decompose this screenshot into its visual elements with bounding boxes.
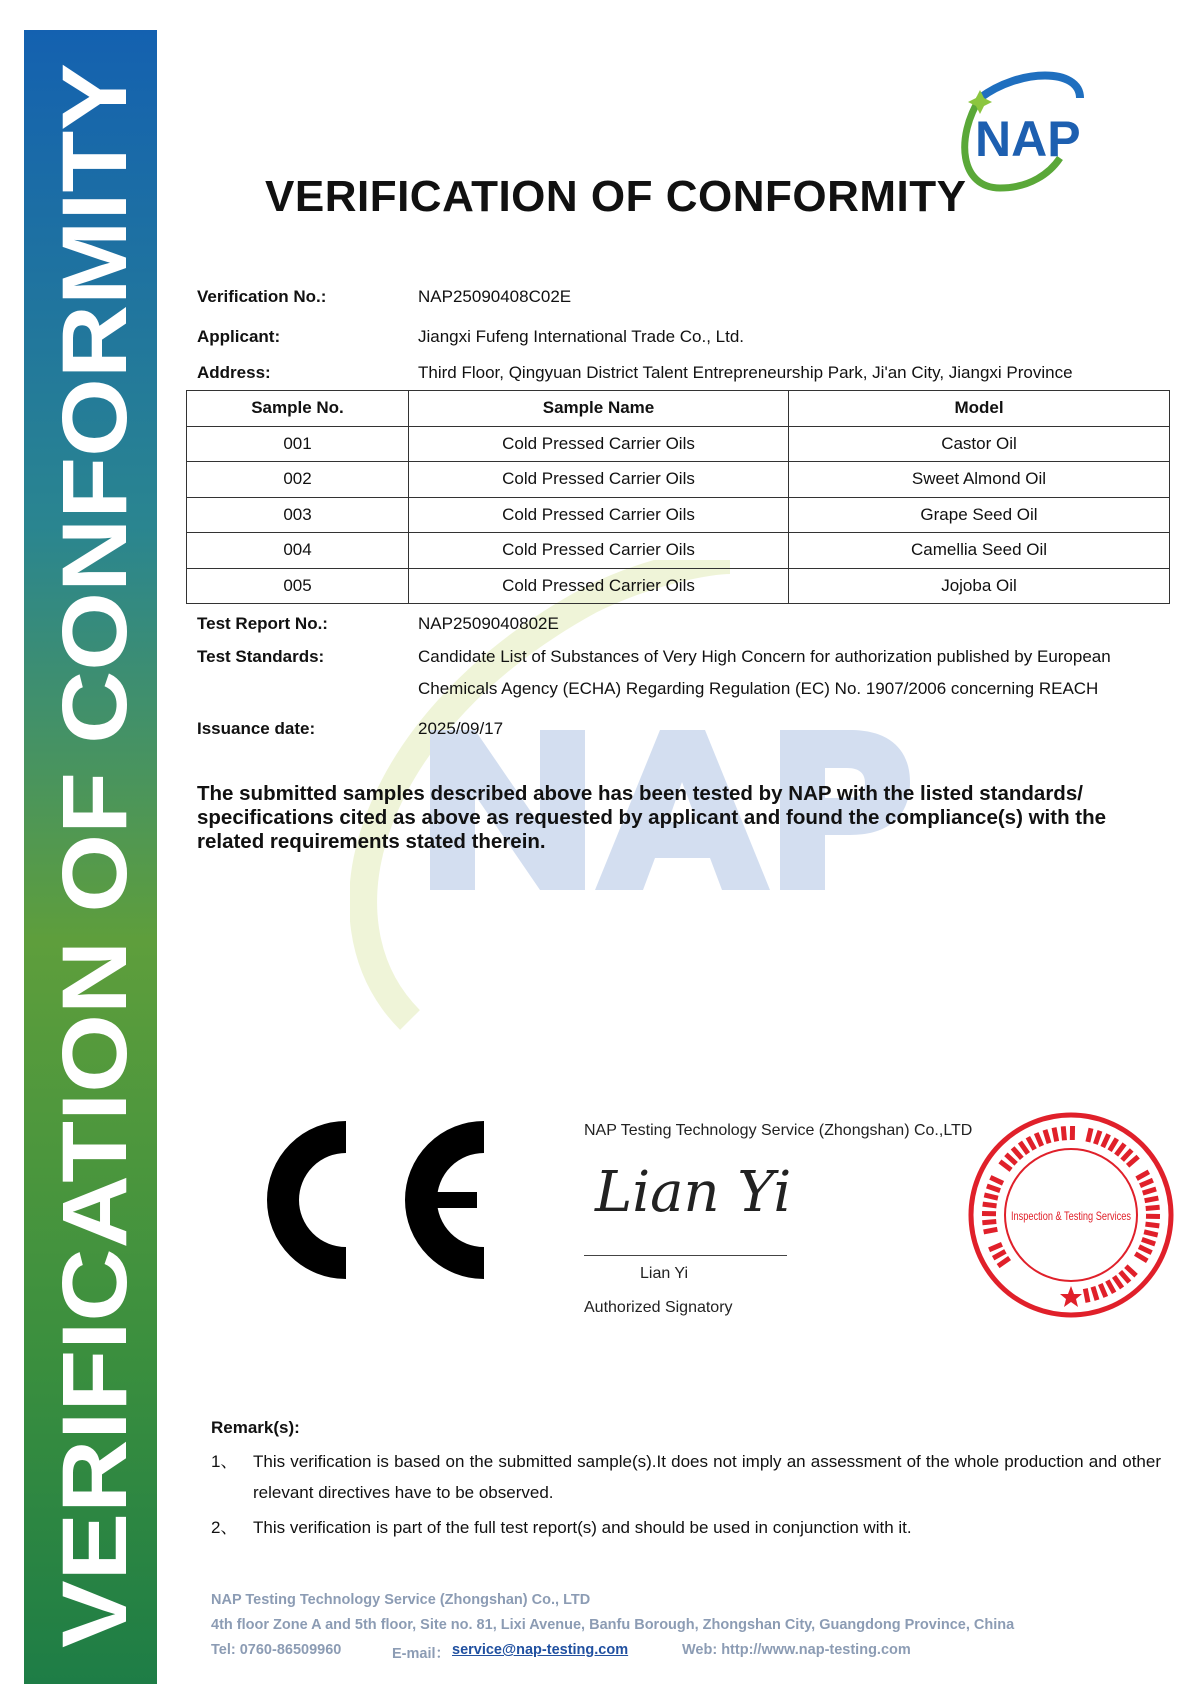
cell: Cold Pressed Carrier Oils	[409, 462, 789, 498]
stamp-ring-letter-mark	[1083, 1288, 1091, 1303]
stamp-ring-letter-mark	[1139, 1178, 1154, 1188]
table-header-row	[187, 391, 1170, 427]
applicant-value: Jiangxi Fufeng International Trade Co., Ltd.	[418, 327, 745, 346]
company-stamp	[966, 1110, 1176, 1320]
footer-address: 4th floor Zone A and 5th floor, Site no. 81, Lixi Avenue, Banfu Borough, Zhongshan City, Guangdong Province, China	[211, 1617, 1015, 1633]
cell: Grape Seed Oil	[789, 497, 1170, 533]
table-row	[187, 533, 1170, 569]
applicant-label: Applicant:	[197, 327, 281, 346]
footer-tel: Tel: 0760-86509960	[211, 1642, 342, 1658]
test-report-value: NAP2509040802E	[418, 614, 559, 633]
remark-text: This verification is part of the full test report(s) and should be used in conjunction with it.	[253, 1518, 912, 1537]
header-sample-no: Sample No.	[187, 391, 409, 427]
cell: 005	[187, 568, 409, 604]
header-sample-name: Sample Name	[409, 391, 789, 427]
compliance-statement: The submitted samples described above has been tested by NAP with the listed standards/ specifications cited as above as requested by applicant and found the compliance(s) with the related requirements stated therein.	[197, 782, 1107, 853]
stamp-ring-letter-mark	[1100, 1133, 1110, 1148]
cell: Cold Pressed Carrier Oils	[409, 568, 789, 604]
stamp-ring-letter-mark	[988, 1242, 1003, 1252]
stamp-ring-letter-mark	[1138, 1244, 1153, 1254]
stamp-ring-letter-mark	[1043, 1129, 1052, 1144]
remark-item	[211, 1512, 1161, 1543]
stamp-ring-letter-mark	[1098, 1283, 1108, 1298]
cell: 002	[187, 462, 409, 498]
signature-line	[584, 1255, 787, 1256]
ce-mark	[265, 1119, 487, 1281]
stamp-ring-letter-mark	[982, 1219, 996, 1225]
cell: 003	[187, 497, 409, 533]
test-report-label: Test Report No.:	[197, 614, 328, 633]
signatory-company: NAP Testing Technology Service (Zhongshan) Co.,LTD	[584, 1122, 973, 1139]
stamp-ring-letter-mark	[983, 1227, 998, 1235]
stamp-ring-letter-mark	[1135, 1170, 1150, 1181]
handwritten-signature: Lian Yi	[595, 1160, 792, 1225]
samples-table	[186, 390, 1170, 604]
stamp-ring-letter-mark	[1141, 1237, 1156, 1246]
cell: Cold Pressed Carrier Oils	[409, 426, 789, 462]
footer-company: NAP Testing Technology Service (Zhongshan) Co., LTD	[211, 1592, 591, 1608]
remarks-title: Remark(s):	[211, 1418, 300, 1437]
footer-email-link[interactable]: service@nap-testing.com	[452, 1642, 629, 1658]
header-model: Model	[789, 391, 1170, 427]
stamp-ring-letter-mark	[982, 1202, 997, 1209]
sidebar-text: VERIFICATION OF CONFORMITY	[44, 208, 146, 1648]
stamp-ring-letter-mark	[1142, 1187, 1157, 1196]
cell: Camellia Seed Oil	[789, 533, 1170, 569]
stamp-ring-letter-mark	[984, 1193, 999, 1201]
cell: Cold Pressed Carrier Oils	[409, 497, 789, 533]
remark-text: This verification is based on the submitted sample(s).It does not imply an assessment of the whole production and other relevant directives have to be observed.	[253, 1452, 1161, 1502]
stamp-ring-letter-mark	[1144, 1229, 1159, 1237]
sidebar-banner	[24, 30, 157, 1684]
remark-number: 2、	[211, 1518, 238, 1537]
cell: 004	[187, 533, 409, 569]
test-standards-label: Test Standards:	[197, 647, 325, 666]
table-row	[187, 568, 1170, 604]
cell: Sweet Almond Oil	[789, 462, 1170, 498]
remark-number: 1、	[211, 1452, 238, 1471]
nap-logo	[950, 68, 1130, 208]
verification-no-label: Verification No.:	[197, 287, 327, 306]
stamp-ring-letter-mark	[1144, 1196, 1159, 1204]
stamp-ring-letter-mark	[989, 1175, 1004, 1185]
signatory-role: Authorized Signatory	[584, 1299, 733, 1316]
stamp-ring-letter-mark	[1091, 1286, 1100, 1301]
stamp-star-icon	[1060, 1286, 1082, 1307]
stamp-ring-letter-mark	[1093, 1130, 1102, 1145]
table-row	[187, 497, 1170, 533]
cell: Cold Pressed Carrier Oils	[409, 533, 789, 569]
issuance-date-label: Issuance date:	[197, 719, 316, 738]
footer-web[interactable]: Web: http://www.nap-testing.com	[682, 1642, 911, 1658]
stamp-inner-text: Inspection & Testing Services	[1011, 1209, 1131, 1223]
address-value: Third Floor, Qingyuan District Talent Entrepreneurship Park, Ji'an City, Jiangxi Province	[418, 363, 1073, 382]
stamp-ring-letter-mark	[1061, 1126, 1067, 1140]
page-title: VERIFICATION OF CONFORMITY	[265, 172, 967, 221]
cell: Castor Oil	[789, 426, 1170, 462]
stamp-ring-letter-mark	[1145, 1205, 1159, 1211]
stamp-ring-letter-mark	[1146, 1214, 1160, 1219]
issuance-date-value: 2025/09/17	[418, 719, 504, 738]
stamp-ring-letter-mark	[1070, 1126, 1075, 1140]
cell: Jojoba Oil	[789, 568, 1170, 604]
table-row	[187, 462, 1170, 498]
stamp-ring-letter-mark	[1052, 1127, 1060, 1142]
stamp-ring-letter-mark	[986, 1184, 1001, 1193]
remark-item	[211, 1446, 1161, 1508]
test-standards-line1: Candidate List of Substances of Very High Concern for authorization published by European	[418, 647, 1111, 666]
table-row	[187, 426, 1170, 462]
footer-email-label: E-mail：	[392, 1646, 451, 1662]
stamp-ring-letter-mark	[1085, 1128, 1093, 1143]
cell: 001	[187, 426, 409, 462]
verification-no-value: NAP25090408C02E	[418, 287, 572, 306]
stamp-ring-letter-mark	[1134, 1251, 1149, 1262]
signatory-name: Lian Yi	[640, 1265, 689, 1282]
stamp-ring-letter-mark	[1034, 1132, 1044, 1147]
stamp-ring-letter-mark	[982, 1211, 996, 1216]
stamp-ring-letter-mark	[1145, 1222, 1160, 1229]
test-standards-line2: Chemicals Agency (ECHA) Regarding Regulation (EC) No. 1907/2006 concerning REACH	[418, 679, 1099, 698]
logo-text: NAP	[975, 111, 1081, 167]
address-label: Address:	[197, 363, 271, 382]
